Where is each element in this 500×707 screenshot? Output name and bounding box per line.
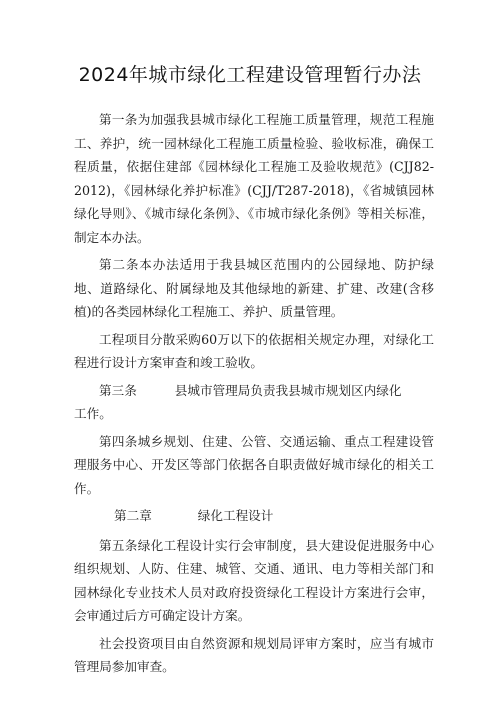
procurement-paragraph: 工程项目分散采购60万以下的依据相关规定办理，对绿化工程进行设计方案审查和竣工验收。 bbox=[74, 331, 434, 370]
article-3-label: 第三条 bbox=[99, 382, 137, 398]
chapter-2-label: 第二章 bbox=[114, 508, 152, 523]
article-5-paragraph: 第五条绿化工程设计实行会审制度，县大建设促进服务中心组织规划、人防、住建、城管、交通、通讯、电力等相关部门和园林绿化专业技术人员对政府投资绿化工程设计方案进行会审，会审通过后方可确定设计方案。 bbox=[74, 537, 434, 623]
article-3-continuation: 工作。 bbox=[74, 406, 112, 421]
document-body bbox=[74, 108, 434, 683]
chapter-2-title: 绿化工程设计 bbox=[197, 508, 274, 523]
document-title: 2024年城市绿化工程建设管理暂行办法 bbox=[78, 64, 422, 86]
article-3-text: 县城市管理局负责我县城市规划区内绿化 bbox=[174, 382, 402, 398]
social-investment-paragraph: 社会投资项目由自然资源和规划局评审方案时，应当有城市管理局参加审查。 bbox=[74, 635, 434, 674]
article-2-paragraph: 第二条本办法适用于我县城区范围内的公园绿地、防护绿地、道路绿化、附属绿地及其他绿地的新建、扩建、改建(含移植)的各类园林绿化工程施工、养护、质量管理。 bbox=[74, 257, 434, 319]
article-3-heading bbox=[74, 379, 434, 403]
chapter-2-heading bbox=[74, 504, 434, 528]
article-4-paragraph: 第四条城乡规划、住建、公管、交通运输、重点工程建设管理服务中心、开发区等部门依据各自职责做好城市绿化的相关工作。 bbox=[74, 433, 434, 496]
article-1-paragraph: 第一条为加强我县城市绿化工程施工质量管理，规范工程施工、养护，统一园林绿化工程施工质量检验、验收标准，确保工程质量，依据住建部《园林绿化工程施工及验收规范》(CJJ82-2012)，《园林绿化养护标准》(CJJ/T287-2018)，《省城镇园林绿化导则》、《城市绿化条例》、《市城市绿化条例》等相关标准，制定本办法。 bbox=[74, 112, 434, 245]
